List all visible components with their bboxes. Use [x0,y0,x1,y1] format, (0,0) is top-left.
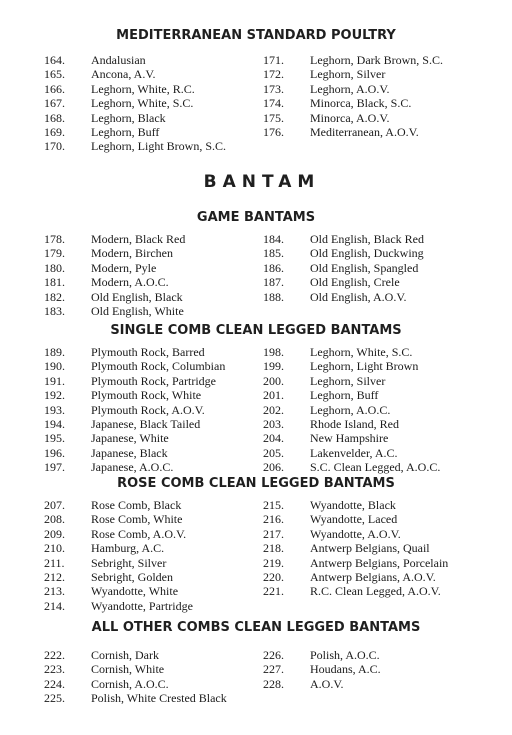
class-number: 216. [263,512,284,527]
class-number: 210. [44,541,65,556]
class-name: Old English, Spangled [310,260,419,275]
bantam-heading: BANTAM [203,172,321,192]
class-name: Lakenvelder, A.C. [310,445,398,460]
class-name: Leghorn, A.O.C. [310,402,391,417]
class-name: Sebright, Golden [91,569,173,584]
class-name: Leghorn, White, S.C. [91,96,194,111]
class-number: 180. [44,260,65,275]
class-name: Plymouth Rock, Barred [91,345,205,359]
class-name: Antwerp Belgians, Quail [310,541,430,556]
class-number: 188. [263,289,284,304]
class-number: 186. [263,260,284,275]
class-number: 226. [263,648,284,662]
class-number: 214. [44,598,65,613]
class-number: 197. [44,460,65,475]
class-number: 204. [263,431,284,446]
class-name: Leghorn, Black [91,110,166,125]
section-heading-mediterranean: MEDITERRANEAN STANDARD POULTRY [116,28,396,43]
class-name: Old English, A.O.V. [310,289,407,304]
class-name: Plymouth Rock, Columbian [91,359,226,374]
class-number: 208. [44,512,65,527]
class-name: Minorca, Black, S.C. [310,96,412,111]
class-number: 220. [263,569,284,584]
class-name: Ancona, A.V. [91,67,156,82]
class-number: 172. [263,67,284,82]
class-number: 183. [44,303,65,318]
class-name: Cornish, Dark [91,648,159,662]
class-number: 194. [44,416,65,431]
class-name: Leghorn, Silver [310,373,386,388]
class-number: 164. [44,53,65,67]
class-name: Modern, A.O.C. [91,275,169,290]
class-number: 228. [263,676,284,691]
class-number: 170. [44,139,65,154]
class-name: Minorca, A.O.V. [310,110,390,125]
class-number: 200. [263,373,284,388]
class-number: 217. [263,526,284,541]
class-number: 207. [44,498,65,512]
class-name: Mediterranean, A.O.V. [310,124,419,139]
class-name: Houdans, A.C. [310,662,381,677]
class-name: Plymouth Rock, A.O.V. [91,402,205,417]
class-name: Wyandotte, Partridge [91,598,193,613]
class-number: 175. [263,110,284,125]
class-number: 221. [263,584,284,599]
class-name: Modern, Pyle [91,260,157,275]
class-number: 165. [44,67,65,82]
class-name: Plymouth Rock, Partridge [91,373,216,388]
class-name: Leghorn, Dark Brown, S.C. [310,53,443,67]
class-name: Rose Comb, A.O.V. [91,526,187,541]
class-name: Plymouth Rock, White [91,388,202,403]
class-name: Andalusian [91,53,146,67]
class-number: 166. [44,81,65,96]
class-name: Leghorn, White, R.C. [91,81,195,96]
class-number: 178. [44,232,65,246]
section-heading-single-comb: SINGLE COMB CLEAN LEGGED BANTAMS [110,323,402,338]
class-name: Leghorn, Buff [91,124,160,139]
class-name: Leghorn, White, S.C. [310,345,413,359]
class-name: Japanese, A.O.C. [91,460,174,475]
class-name: Leghorn, Light Brown, S.C. [91,139,226,154]
class-name: Old English, White [91,303,184,318]
class-number: 218. [263,541,284,556]
class-name: Japanese, Black [91,445,168,460]
class-number: 225. [44,691,65,706]
class-number: 184. [263,232,284,246]
class-number: 203. [263,416,284,431]
class-number: 227. [263,662,284,677]
class-name: Polish, A.O.C. [310,648,380,662]
class-name: Wyandotte, Laced [310,512,398,527]
class-name: New Hampshire [310,431,389,446]
class-number: 219. [263,555,284,570]
class-name: Wyandotte, A.O.V. [310,526,401,541]
section-heading-all-other-combs: ALL OTHER COMBS CLEAN LEGGED BANTAMS [91,620,421,635]
class-number: 173. [263,81,284,96]
class-name: Leghorn, A.O.V. [310,81,390,96]
class-number: 171. [263,53,284,67]
class-name: Rose Comb, Black [91,498,182,512]
class-name: Old English, Crele [310,275,400,290]
class-number: 187. [263,275,284,290]
class-name: Sebright, Silver [91,555,167,570]
class-name: Polish, White Crested Black [91,691,227,706]
class-name: Leghorn, Light Brown [310,359,419,374]
class-name: Antwerp Belgians, A.O.V. [310,569,436,584]
class-number: 223. [44,662,65,677]
class-number: 191. [44,373,65,388]
class-number: 222. [44,648,65,662]
class-number: 201. [263,388,284,403]
class-number: 205. [263,445,284,460]
section-heading-rose-comb: ROSE COMB CLEAN LEGGED BANTAMS [117,476,395,491]
class-number: 174. [263,96,284,111]
class-name: Antwerp Belgians, Porcelain [310,555,449,570]
class-number: 202. [263,402,284,417]
class-number: 193. [44,402,65,417]
class-number: 189. [44,345,65,359]
class-number: 169. [44,124,65,139]
class-number: 195. [44,431,65,446]
class-number: 181. [44,275,65,290]
class-name: Rhode Island, Red [310,416,399,431]
class-name: Wyandotte, Black [310,498,396,512]
class-number: 168. [44,110,65,125]
class-number: 213. [44,584,65,599]
class-name: Old English, Black [91,289,183,304]
class-name: Cornish, A.O.C. [91,676,169,691]
class-number: 209. [44,526,65,541]
class-name: Old English, Duckwing [310,246,424,261]
class-name: Old English, Black Red [310,232,424,246]
class-name: Modern, Birchen [91,246,173,261]
class-number: 176. [263,124,284,139]
class-number: 211. [44,555,65,570]
class-number: 190. [44,359,65,374]
class-number: 179. [44,246,65,261]
class-name: Rose Comb, White [91,512,183,527]
class-name: Hamburg, A.C. [91,541,165,556]
class-number: 224. [44,676,65,691]
class-number: 167. [44,96,65,111]
class-name: Leghorn, Buff [310,388,379,403]
class-name: Wyandotte, White [91,584,179,599]
class-number: 206. [263,460,284,475]
class-number: 182. [44,289,65,304]
class-number: 196. [44,445,65,460]
class-name: Leghorn, Silver [310,67,386,82]
class-name: A.O.V. [310,676,344,691]
section-heading-game-bantams: GAME BANTAMS [196,210,316,225]
class-number: 192. [44,388,65,403]
class-name: Modern, Black Red [91,232,186,246]
class-number: 185. [263,246,284,261]
class-name: Cornish, White [91,662,165,677]
class-number: 198. [263,345,284,359]
class-number: 199. [263,359,284,374]
class-number: 215. [263,498,284,512]
class-name: S.C. Clean Legged, A.O.C. [310,460,441,475]
class-name: Japanese, White [91,431,169,446]
class-number: 212. [44,569,65,584]
class-name: R.C. Clean Legged, A.O.V. [310,584,441,599]
class-name: Japanese, Black Tailed [91,416,201,431]
